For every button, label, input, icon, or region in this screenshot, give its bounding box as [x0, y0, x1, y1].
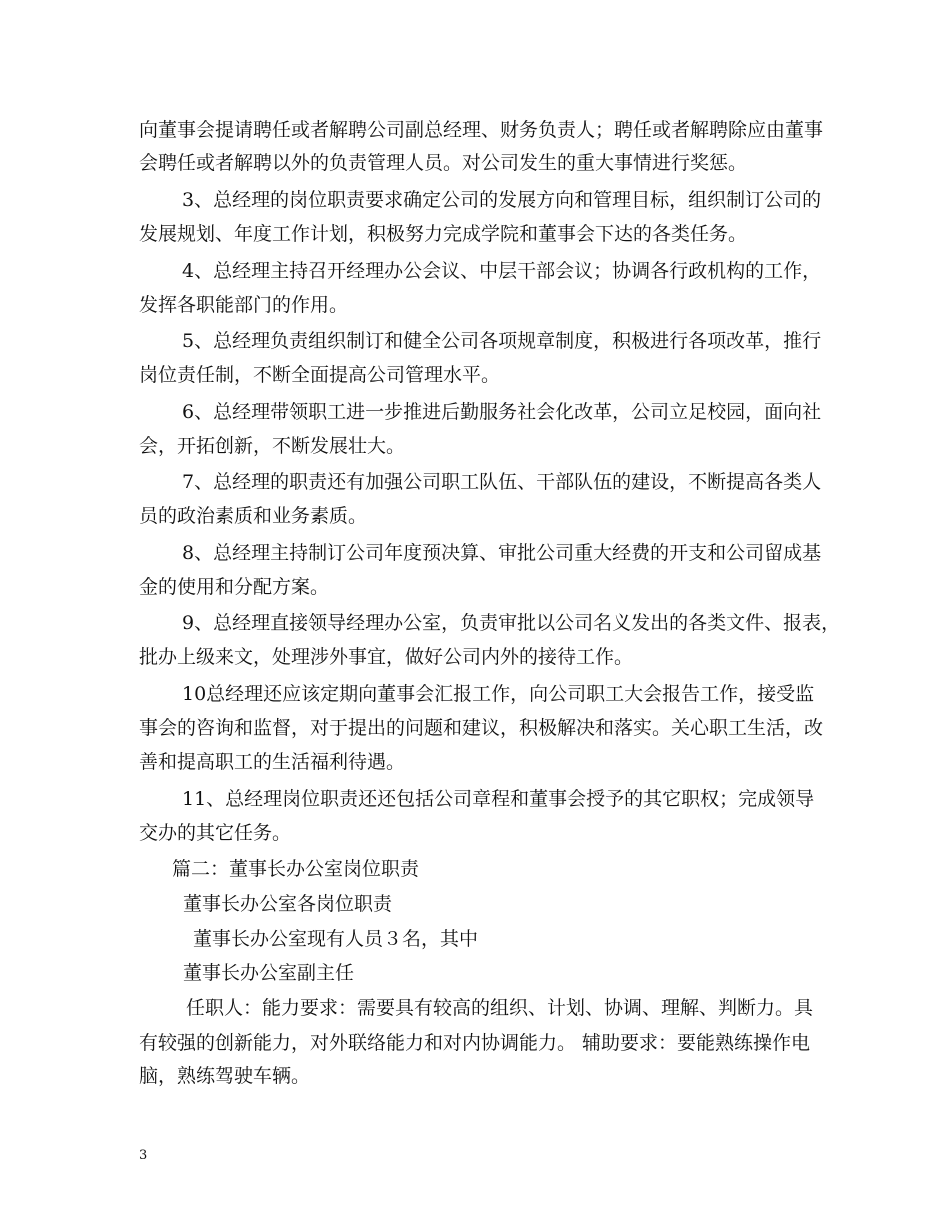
text-line: 交办的其它任务。: [139, 822, 292, 844]
text-line: 7、总经理的职责还有加强公司职工队伍、干部队伍的建设，不断提高各类人: [182, 471, 822, 493]
text-line: 4、总经理主持召开经理办公会议、中层干部会议；协调各行政机构的工作，: [182, 260, 822, 282]
text-line: 董事长办公室副主任: [183, 962, 355, 984]
text-line: 3、总经理的岗位职责要求确定公司的发展方向和管理目标，组织制订公司的: [182, 189, 822, 211]
text-line: 会聘任或者解聘以外的负责管理人员。对公司发生的重大事情进行奖惩。: [139, 152, 748, 174]
text-line: 发展规划、年度工作计划，积极努力完成学院和董事会下达的各类任务。: [139, 223, 748, 245]
text-line: 6、总经理带领职工进一步推进后勤服务社会化改革，公司立足校园，面向社: [182, 401, 822, 423]
text-line: 员的政治素质和业务素质。: [139, 505, 368, 527]
text-line: 金的使用和分配方案。: [139, 576, 330, 598]
text-line: 5、总经理负责组织制订和健全公司各项规章制度，积极进行各项改革，推行: [182, 330, 822, 352]
section-subheading: 董事长办公室各岗位职责: [183, 893, 393, 915]
text-line: 批办上级来文，处理涉外事宜，做好公司内外的接待工作。: [139, 646, 634, 668]
text-line: 10总经理还应该定期向董事会汇报工作，向公司职工大会报告工作，接受监: [182, 683, 815, 705]
text-line: 11、总经理岗位职责还还包括公司章程和董事会授予的其它职权；完成领导: [182, 788, 815, 810]
text-line: 任职人：能力要求：需要具有较高的组织、计划、协调、理解、判断力。具: [186, 997, 814, 1019]
text-line: 善和提高职工的生活福利待遇。: [139, 751, 406, 773]
text-line: 岗位责任制，不断全面提高公司管理水平。: [139, 364, 501, 386]
text-line: 8、总经理主持制订公司年度预决算、审批公司重大经费的开支和公司留成基: [182, 542, 822, 564]
text-line: 发挥各职能部门的作用。: [139, 294, 349, 316]
text-line: 董事长办公室现有人员３名，其中: [193, 928, 479, 950]
text-line: 有较强的创新能力，对外联络能力和对内协调能力。 辅助要求：要能熟练操作电: [139, 1032, 811, 1054]
text-line: 事会的咨询和监督，对于提出的问题和建议，积极解决和落实。关心职工生活，改: [139, 717, 824, 739]
text-line: 会，开拓创新，不断发展壮大。: [139, 435, 406, 457]
text-line: 9、总经理直接领导经理办公室，负责审批以公司名义发出的各类文件、报表，: [182, 612, 841, 634]
page-number: 3: [139, 1148, 148, 1163]
text-line: 脑，熟练驾驶车辆。: [139, 1065, 311, 1087]
section-heading: 篇二：董事长办公室岗位职责: [172, 858, 420, 880]
text-line: 向董事会提请聘任或者解聘公司副总经理、财务负责人；聘任或者解聘除应由董事: [139, 119, 824, 141]
